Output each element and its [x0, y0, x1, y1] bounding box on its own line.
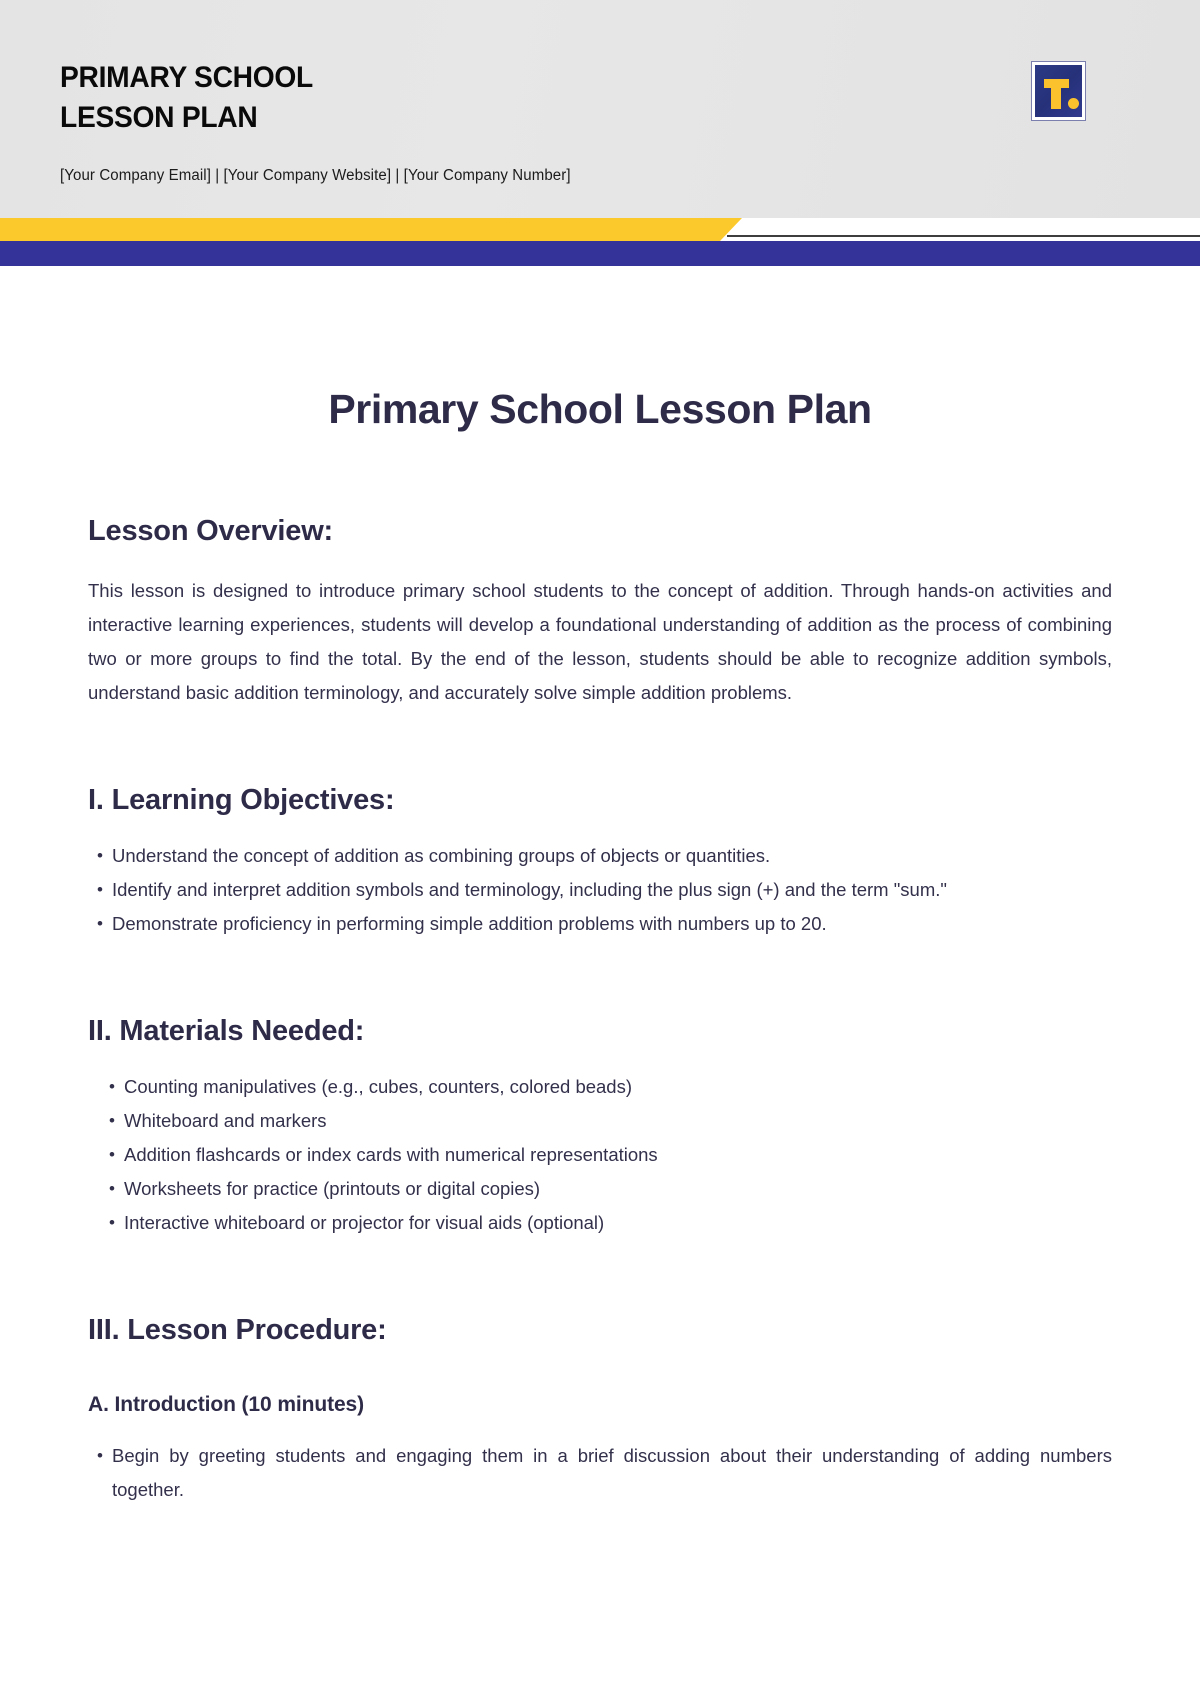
brand-title-line-1: PRIMARY SCHOOL — [60, 61, 314, 94]
subsection-heading-introduction: A. Introduction (10 minutes) — [88, 1393, 365, 1416]
brand-title-line-2: LESSON PLAN — [60, 101, 258, 134]
header-divider-rule — [727, 235, 1200, 237]
list-item: • Worksheets for practice (printouts or digital copies) — [100, 1172, 1112, 1206]
logo-icon — [1035, 65, 1082, 117]
list-item: • Begin by greeting students and engaging them in a brief discussion about their understanding of adding numbers together. — [88, 1439, 1112, 1507]
section-heading-materials-needed: II. Materials Needed: — [88, 1015, 365, 1047]
logo-dot-icon — [1068, 98, 1079, 109]
introduction-steps-list — [88, 1417, 1112, 1507]
list-item: • Counting manipulatives (e.g., cubes, counters, colored beads) — [100, 1070, 1112, 1104]
header-brand-block — [60, 58, 586, 186]
blue-accent-band — [0, 241, 1200, 266]
logo-letter-t-stem-icon — [1051, 79, 1061, 109]
list-item: • Demonstrate proficiency in performing simple addition problems with numbers up to 20. — [88, 907, 1112, 941]
section-heading-lesson-procedure: III. Lesson Procedure: — [88, 1314, 387, 1346]
section-heading-learning-objectives: I. Learning Objectives: — [88, 784, 395, 816]
list-item: • Interactive whiteboard or projector for visual aids (optional) — [100, 1206, 1112, 1240]
header-accent-bands — [0, 218, 1200, 266]
company-contact-line: [Your Company Email] | [Your Company Website] | [Your Company Number] — [60, 167, 571, 184]
document-header — [0, 0, 1200, 218]
materials-needed-list — [88, 1048, 1112, 1240]
company-logo — [1031, 61, 1086, 121]
list-item: • Whiteboard and markers — [100, 1104, 1112, 1138]
list-item: • Identify and interpret addition symbols and terminology, including the plus sign (+) and the term "sum." — [88, 873, 1112, 907]
list-item: • Understand the concept of addition as combining groups of objects or quantities. — [88, 839, 1112, 873]
section-heading-lesson-overview: Lesson Overview: — [88, 515, 334, 547]
page-title: Primary School Lesson Plan — [328, 386, 872, 432]
lesson-overview-paragraph: This lesson is designed to introduce primary school students to the concept of addition. Through hands-on activities and interactive learning experiences, students will develop a foundational understanding of addition as the process of combining two or more groups to find the total. By the end of the lesson, students should be able to recognize addition symbols, understand basic addition terminology, and accurately solve simple addition problems. — [88, 580, 1112, 703]
yellow-accent-band — [0, 218, 742, 241]
document-body — [0, 266, 1200, 1507]
list-item: • Addition flashcards or index cards with numerical representations — [100, 1138, 1112, 1172]
learning-objectives-list — [88, 817, 1112, 941]
